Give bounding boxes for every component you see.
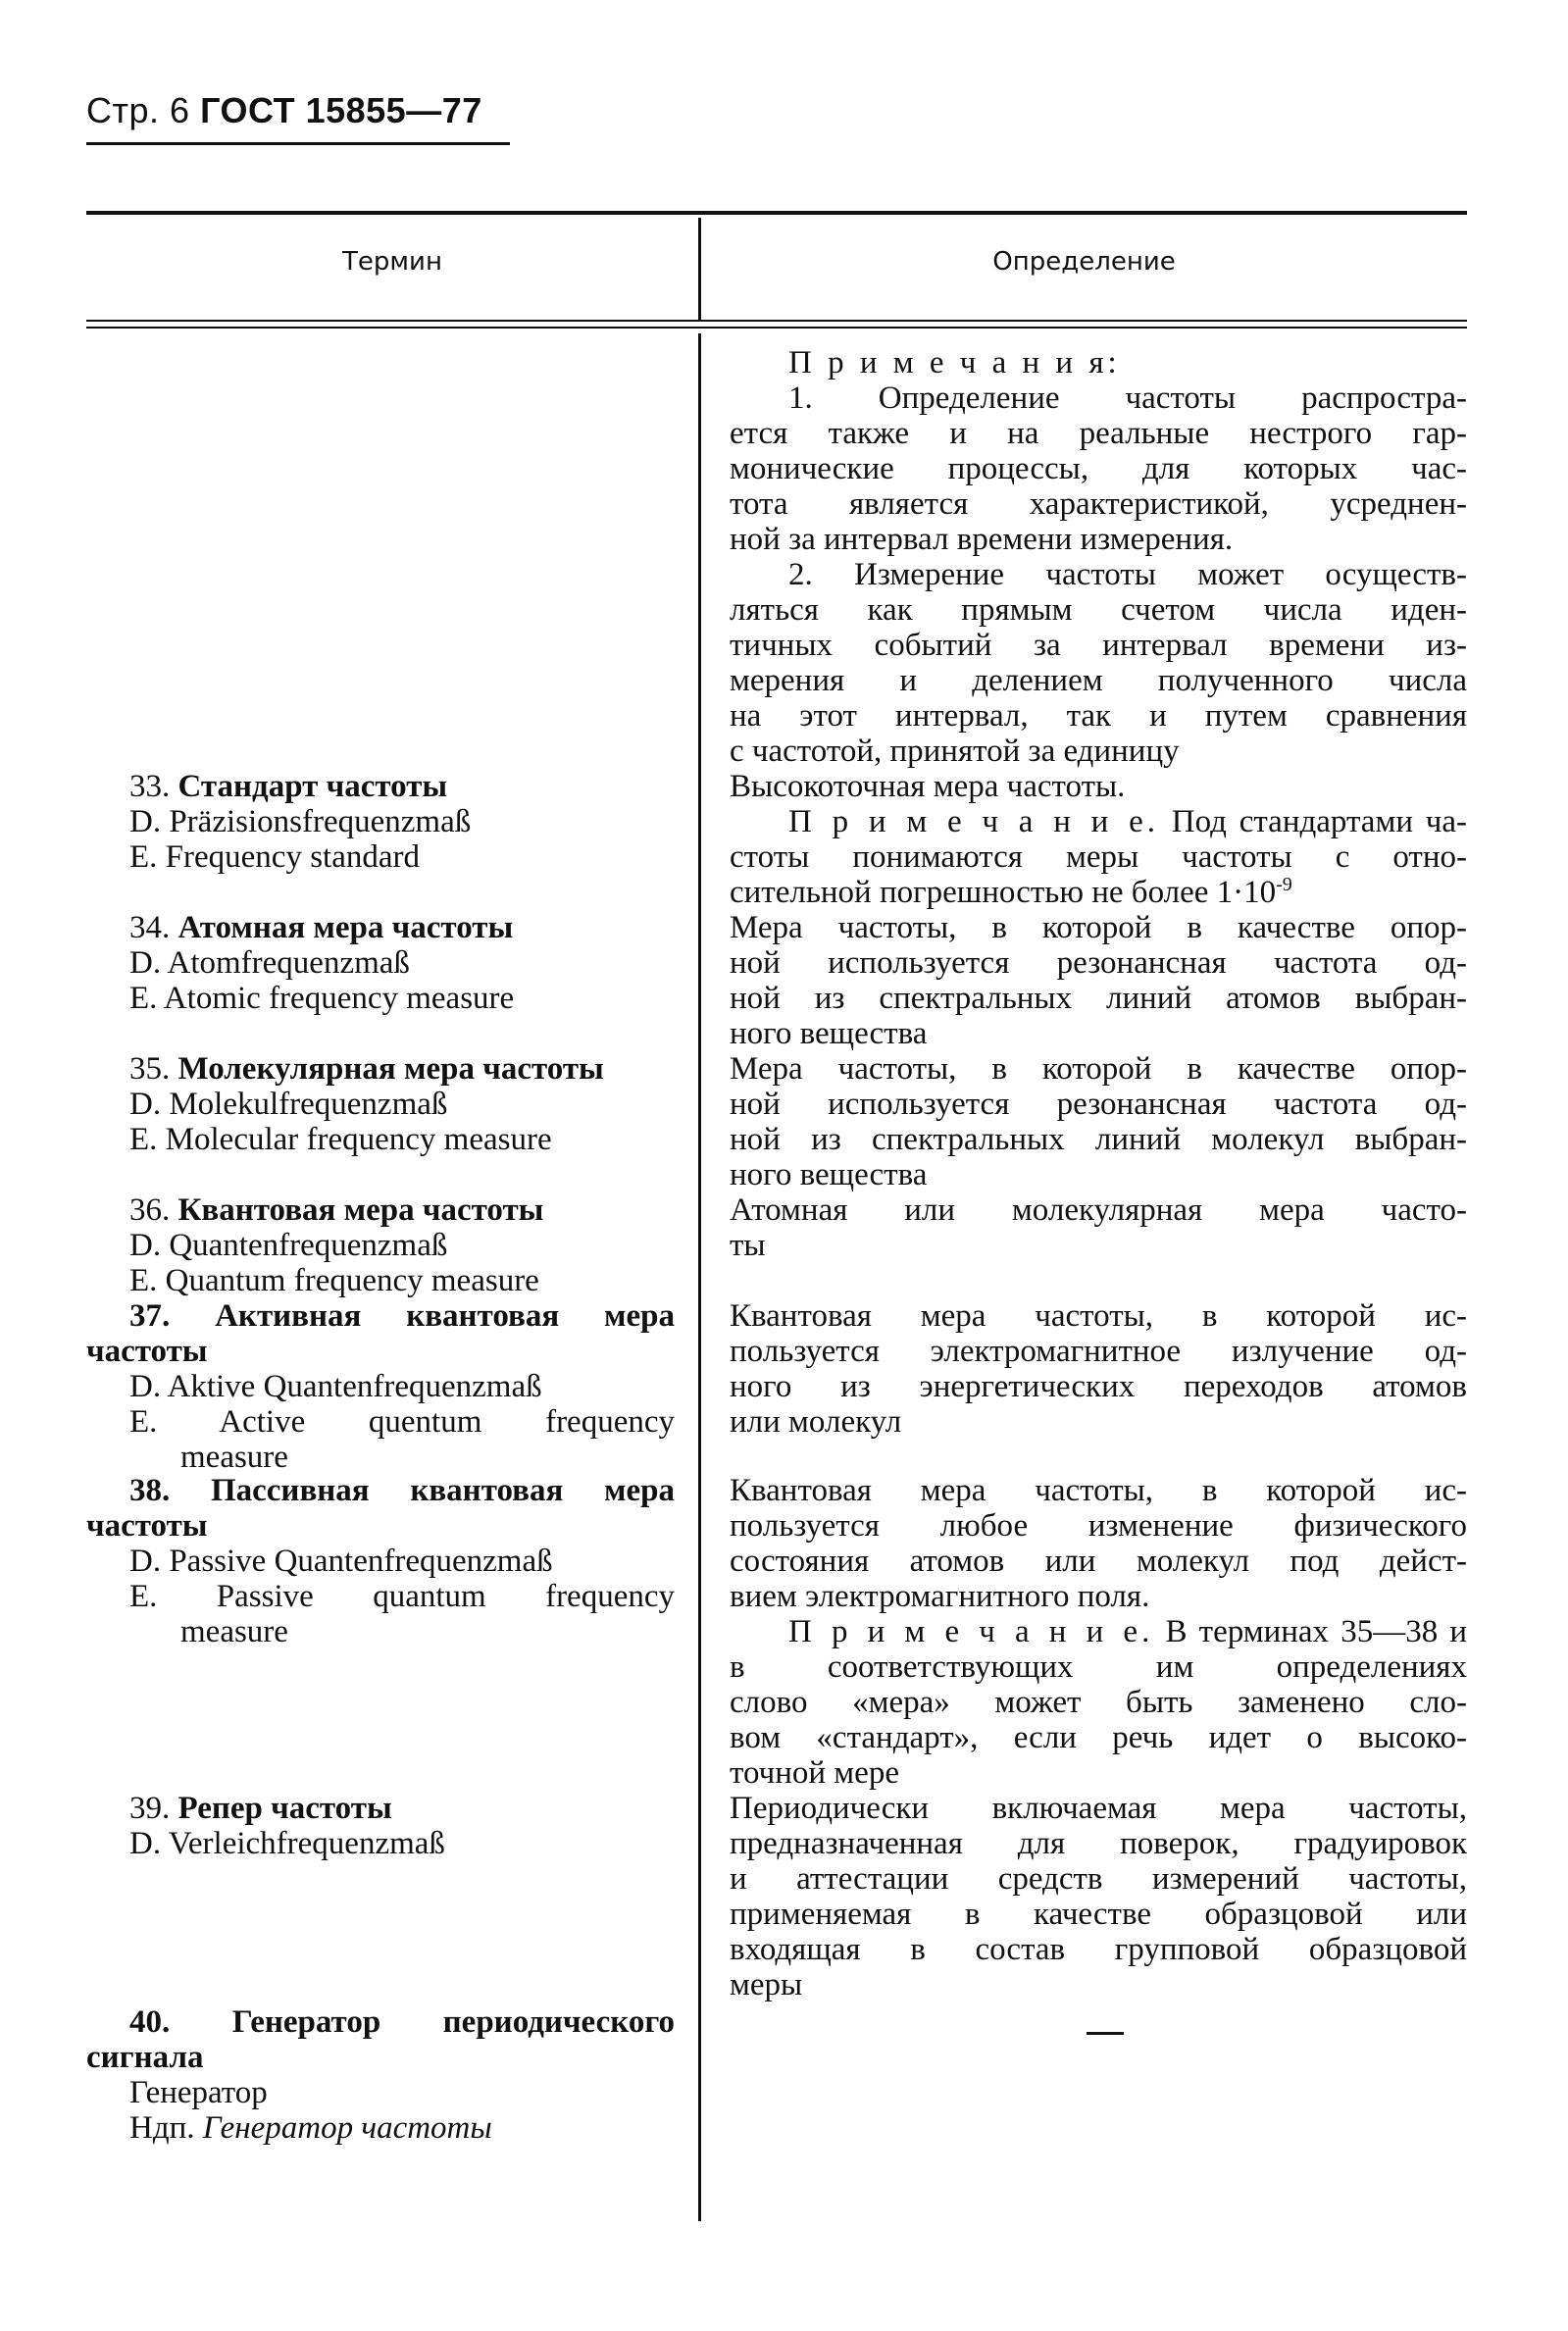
note-text: Под стандартами ча- [1171, 804, 1468, 839]
note-text: В терминах 35—38 и [1165, 1614, 1468, 1649]
term-de: D. Atomfrequenzmaß [129, 945, 410, 981]
term-ru: Квантовая мера частоты [177, 1192, 544, 1228]
term-en: E. Passive quantum frequency [129, 1579, 675, 1614]
term-en-continued: measure [180, 1614, 288, 1649]
definition-text: Периодически включаемая мера частоты, [730, 1791, 1467, 1826]
definition-text: и аттестации средств измерений частоты, [730, 1861, 1467, 1897]
definition-35 [730, 1051, 1467, 1192]
term-number: 36. [129, 1192, 171, 1228]
deprecated-term: Генератор частоты [202, 2110, 492, 2146]
page-header [86, 90, 482, 131]
definition-text: вием электромагнитного поля. [730, 1579, 1150, 1614]
definition-text: ты [730, 1228, 766, 1263]
note-line: ляться как прямым счетом числа иден- [730, 592, 1467, 628]
term-33 [86, 769, 675, 875]
note-line: тичных событий за интервал времени из- [730, 628, 1467, 663]
note-line: 1. Определение частоты распростра- [788, 380, 1467, 416]
definition-text: ной используется резонансная частота од- [730, 1087, 1467, 1122]
note-text: в соответствующих им определениях [730, 1649, 1467, 1685]
note-line: 2. Измерение частоты может осуществ- [788, 557, 1467, 592]
note-text: вом «стандарт», если речь идет о высоко- [730, 1720, 1467, 1755]
definition-text: предназначенная для поверок, градуировок [730, 1826, 1467, 1861]
note-text: точной мере [730, 1755, 899, 1791]
term-number: 37. [129, 1298, 171, 1334]
definition-text: Мера частоты, в которой в качестве опор- [730, 910, 1467, 945]
term-ru: Генератор периодического [231, 2004, 675, 2040]
term-number: 34. [129, 910, 171, 945]
note-line: мерения и делением полученного числа [730, 663, 1467, 698]
definition-text: Атомная или молекулярная мера часто- [730, 1192, 1467, 1228]
term-34 [86, 910, 675, 1016]
standard-title: ГОСТ 15855—77 [200, 90, 482, 130]
term-de: D. Quantenfrequenzmaß [129, 1228, 448, 1263]
term-ru-continued: сигнала [86, 2040, 204, 2075]
definition-34 [730, 910, 1467, 1051]
notes-label: П р и м е ч а н и я: [788, 345, 1121, 380]
note-line: ется также и на реальные нестрого гар- [730, 416, 1467, 451]
definition-text: пользуется любое изменение физического [730, 1508, 1467, 1544]
definition-text: Квантовая мера частоты, в которой ис- [730, 1298, 1467, 1334]
definition-text: ной из спектральных линий молекул выбран- [730, 1122, 1467, 1157]
note-text: слово «мера» может быть заменено сло- [730, 1685, 1467, 1720]
term-36 [86, 1192, 675, 1298]
term-number: 35. [129, 1051, 171, 1087]
definition-37 [730, 1298, 1467, 1440]
term-number: 33. [129, 769, 171, 804]
term-en-continued: measure [180, 1440, 288, 1475]
exponent: -9 [1276, 874, 1292, 895]
deprecated-label: Ндп. [129, 2110, 195, 2146]
definition-text: ного вещества [730, 1157, 928, 1192]
definition-text: Мера частоты, в которой в качестве опор- [730, 1051, 1467, 1087]
term-40 [86, 2004, 675, 2146]
term-ru: Атомная мера частоты [177, 910, 514, 945]
term-en: E. Atomic frequency measure [129, 981, 515, 1016]
note-line: с частотой, принятой за единицу [730, 734, 1180, 769]
term-en: E. Molecular frequency measure [129, 1122, 552, 1157]
definition-text: пользуется электромагнитное излучение од- [730, 1334, 1467, 1369]
definition-33 [730, 769, 1467, 910]
definition-text: или молекул [730, 1404, 902, 1440]
term-de: D. Verleichfrequenzmaß [129, 1826, 445, 1861]
term-ru-continued: частоты [86, 1508, 208, 1544]
definition-text: входящая в состав групповой образцовой [730, 1932, 1467, 1967]
table-header-rule [86, 320, 1467, 322]
definition-text: Высокоточная мера частоты. [730, 769, 1126, 804]
term-ru: Молекулярная мера частоты [177, 1051, 604, 1087]
term-ru-continued: частоты [86, 1334, 208, 1369]
term-38 [86, 1473, 675, 1649]
note-text: сительной погрешностью не более 1·10 [730, 875, 1277, 910]
note-line: на этот интервал, так и путем сравнения [730, 698, 1467, 734]
term-35 [86, 1051, 675, 1157]
term-ru: Репер частоты [177, 1791, 392, 1826]
table-header-rule [86, 327, 1467, 329]
term-number: 40. [129, 2004, 171, 2040]
definition-text: ного вещества [730, 1016, 928, 1051]
definition-40-dash [1087, 2032, 1124, 2035]
term-ru: Стандарт частоты [177, 769, 448, 804]
term-de: D. Aktive Quantenfrequenzmaß [129, 1369, 542, 1404]
term-en: E. Frequency standard [129, 839, 420, 875]
note-label: П р и м е ч а н и е. [788, 1614, 1154, 1649]
notes-block [730, 345, 1467, 769]
term-number: 39. [129, 1791, 171, 1826]
definition-36 [730, 1192, 1467, 1263]
definition-text: ного из энергетических переходов атомов [730, 1369, 1467, 1404]
term-de: D. Passive Quantenfrequenzmaß [129, 1544, 553, 1579]
page-number: Стр. 6 [86, 90, 190, 130]
term-37 [86, 1298, 675, 1475]
column-header-term: Термин [342, 247, 442, 277]
note-label: П р и м е ч а н и е. [788, 804, 1159, 839]
term-en: E. Active quentum frequency [129, 1404, 675, 1440]
note-line: ной за интервал времени измерения. [730, 522, 1234, 557]
table-top-rule [86, 211, 1467, 215]
definition-text: применяемая в качестве образцовой или [730, 1897, 1467, 1932]
term-de: D. Präzisionsfrequenzmaß [129, 804, 472, 839]
term-39 [86, 1791, 675, 1861]
definition-text: меры [730, 1967, 803, 2002]
term-number: 38. [129, 1473, 171, 1508]
note-line: тота является характеристикой, усреднен- [730, 486, 1467, 522]
definition-39 [730, 1791, 1467, 2002]
term-synonym: Генератор [129, 2075, 268, 2110]
definition-38 [730, 1473, 1467, 1791]
note-line: монические процессы, для которых час- [730, 451, 1467, 486]
definition-text: состояния атомов или молекул под дейст- [730, 1544, 1467, 1579]
column-header-definition: Определение [992, 247, 1176, 277]
definition-text: ной из спектральных линий атомов выбран- [730, 981, 1467, 1016]
column-divider-body [698, 333, 701, 2221]
term-en: E. Quantum frequency measure [129, 1263, 539, 1298]
term-ru: Активная квантовая мера [215, 1298, 675, 1334]
header-rule [86, 142, 510, 145]
term-ru: Пассивная квантовая мера [210, 1473, 676, 1508]
term-de: D. Molekulfrequenzmaß [129, 1087, 448, 1122]
note-text: стоты понимаются меры частоты с отно- [730, 839, 1467, 875]
definition-text: Квантовая мера частоты, в которой ис- [730, 1473, 1467, 1508]
definition-text: ной используется резонансная частота од- [730, 945, 1467, 981]
